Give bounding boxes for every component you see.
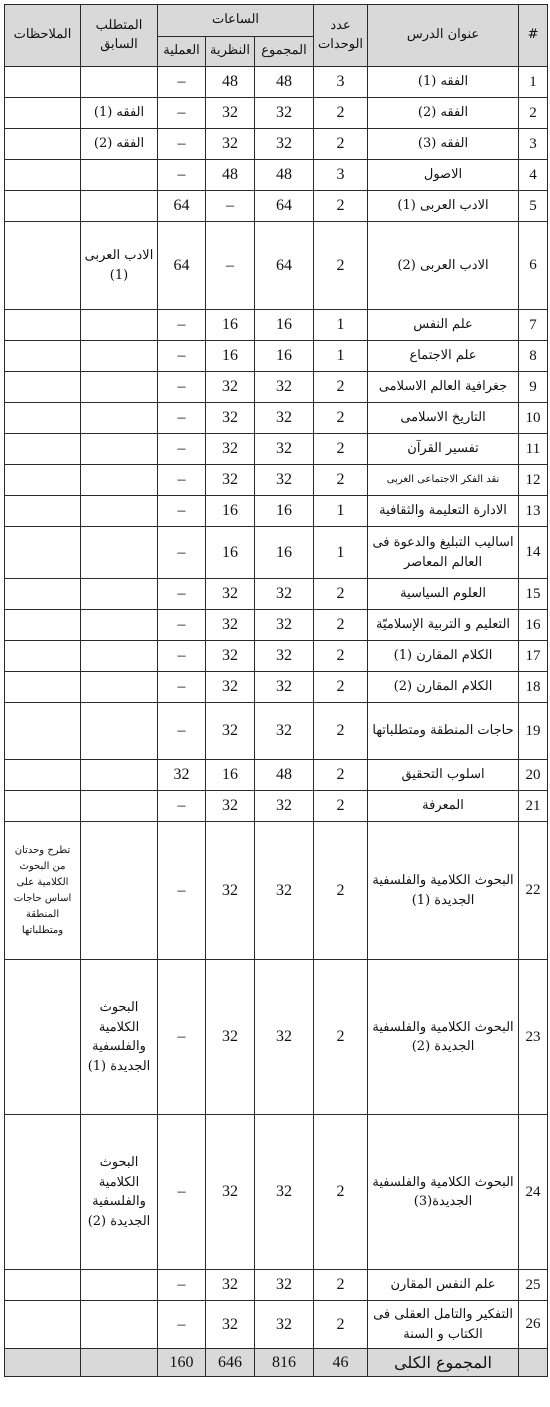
course-prerequisite: البحوث الكلامية والفلسفية الجديدة (2): [81, 1115, 158, 1270]
course-notes: [5, 496, 81, 527]
course-notes: [5, 160, 81, 191]
course-prerequisite: [81, 310, 158, 341]
course-title: جغرافية العالم الاسلامى: [368, 372, 519, 403]
table-row: [5, 129, 548, 160]
table-row: [5, 341, 548, 372]
course-total-hours: 32: [255, 791, 314, 822]
course-practical-hours: –: [158, 579, 206, 610]
course-index: 24: [519, 1115, 548, 1270]
course-units: 2: [314, 703, 368, 760]
course-units: 1: [314, 310, 368, 341]
course-prerequisite: الفقه (2): [81, 129, 158, 160]
course-practical-hours: –: [158, 465, 206, 496]
table-row: [5, 434, 548, 465]
course-units: 2: [314, 465, 368, 496]
course-theory-hours: 16: [206, 310, 255, 341]
course-total-hours: 48: [255, 760, 314, 791]
course-prerequisite: [81, 341, 158, 372]
course-units: 2: [314, 672, 368, 703]
course-theory-hours: 32: [206, 403, 255, 434]
course-title: الادب العربى (1): [368, 191, 519, 222]
course-index: 25: [519, 1270, 548, 1301]
table-row: [5, 191, 548, 222]
course-notes: [5, 341, 81, 372]
course-total-hours: 16: [255, 496, 314, 527]
course-index: 20: [519, 760, 548, 791]
course-notes: [5, 310, 81, 341]
course-theory-hours: 32: [206, 641, 255, 672]
table-row: [5, 791, 548, 822]
course-title: المعرفة: [368, 791, 519, 822]
course-practical-hours: –: [158, 1270, 206, 1301]
course-notes: [5, 610, 81, 641]
course-title: الفقه (1): [368, 67, 519, 98]
header-hours: الساعات: [158, 5, 314, 37]
course-total-hours: 32: [255, 372, 314, 403]
course-theory-hours: 32: [206, 1301, 255, 1349]
course-units: 2: [314, 222, 368, 310]
course-index: 15: [519, 579, 548, 610]
course-title: الفقه (3): [368, 129, 519, 160]
course-practical-hours: –: [158, 1115, 206, 1270]
course-title: الكلام المقارن (2): [368, 672, 519, 703]
course-theory-hours: 16: [206, 496, 255, 527]
course-theory-hours: 32: [206, 610, 255, 641]
course-theory-hours: 32: [206, 465, 255, 496]
course-index: 11: [519, 434, 548, 465]
course-theory-hours: 16: [206, 760, 255, 791]
course-notes: [5, 1270, 81, 1301]
course-practical-hours: –: [158, 641, 206, 672]
course-prerequisite: البحوث الكلامية والفلسفية الجديدة (1): [81, 960, 158, 1115]
course-notes: [5, 1115, 81, 1270]
header-course-title: عنوان الدرس: [368, 5, 519, 67]
course-units: 2: [314, 1115, 368, 1270]
course-theory-hours: 32: [206, 579, 255, 610]
course-total-hours: 32: [255, 960, 314, 1115]
course-prerequisite: [81, 67, 158, 98]
course-notes: [5, 579, 81, 610]
table-row: [5, 310, 548, 341]
totals-row: [5, 1349, 548, 1377]
course-total-hours: 16: [255, 341, 314, 372]
course-theory-hours: 16: [206, 341, 255, 372]
header-theory-hours: النظرية: [206, 37, 255, 67]
course-index: 10: [519, 403, 548, 434]
course-units: 2: [314, 579, 368, 610]
course-practical-hours: 32: [158, 760, 206, 791]
course-prerequisite: [81, 579, 158, 610]
course-title: الاصول: [368, 160, 519, 191]
course-practical-hours: 64: [158, 222, 206, 310]
course-notes: [5, 98, 81, 129]
course-notes: [5, 129, 81, 160]
course-units: 2: [314, 434, 368, 465]
course-practical-hours: –: [158, 822, 206, 960]
course-practical-hours: –: [158, 610, 206, 641]
course-title: البحوث الكلامية والفلسفية الجديدة(3): [368, 1115, 519, 1270]
course-prerequisite: [81, 760, 158, 791]
course-notes: تطرح وحدتان من البحوث الكلامية على اساس حاجات المنطقة ومتطلباتها: [5, 822, 81, 960]
table-row: [5, 579, 548, 610]
course-total-hours: 32: [255, 98, 314, 129]
course-total-hours: 32: [255, 822, 314, 960]
table-row: [5, 610, 548, 641]
totals-practical-hours: 160: [158, 1349, 206, 1377]
course-prerequisite: [81, 641, 158, 672]
course-index: 16: [519, 610, 548, 641]
course-practical-hours: –: [158, 129, 206, 160]
course-index: 9: [519, 372, 548, 403]
table-row: [5, 527, 548, 579]
course-title: الفقه (2): [368, 98, 519, 129]
course-prerequisite: [81, 160, 158, 191]
course-title: علم الاجتماع: [368, 341, 519, 372]
course-notes: [5, 465, 81, 496]
course-total-hours: 64: [255, 222, 314, 310]
course-theory-hours: 32: [206, 1115, 255, 1270]
totals-index: [519, 1349, 548, 1377]
course-title: التاريخ الاسلامى: [368, 403, 519, 434]
course-index: 18: [519, 672, 548, 703]
header-notes: الملاحظات: [5, 5, 81, 67]
course-notes: [5, 760, 81, 791]
course-notes: [5, 527, 81, 579]
totals-units: 46: [314, 1349, 368, 1377]
course-total-hours: 16: [255, 310, 314, 341]
course-theory-hours: 32: [206, 372, 255, 403]
course-prerequisite: [81, 191, 158, 222]
course-total-hours: 32: [255, 465, 314, 496]
totals-prerequisite: [81, 1349, 158, 1377]
course-theory-hours: 32: [206, 791, 255, 822]
course-prerequisite: [81, 610, 158, 641]
course-index: 5: [519, 191, 548, 222]
course-prerequisite: [81, 703, 158, 760]
course-theory-hours: 32: [206, 822, 255, 960]
course-notes: [5, 434, 81, 465]
course-practical-hours: –: [158, 372, 206, 403]
course-prerequisite: الفقه (1): [81, 98, 158, 129]
totals-notes: [5, 1349, 81, 1377]
table-row: [5, 496, 548, 527]
course-units: 2: [314, 610, 368, 641]
course-theory-hours: 32: [206, 960, 255, 1115]
course-total-hours: 32: [255, 434, 314, 465]
course-index: 17: [519, 641, 548, 672]
course-title: الادب العربى (2): [368, 222, 519, 310]
course-prerequisite: [81, 527, 158, 579]
course-theory-hours: 32: [206, 434, 255, 465]
header-units: عدد الوحدات: [314, 5, 368, 67]
header-prerequisite: المتطلب السابق: [81, 5, 158, 67]
course-total-hours: 32: [255, 610, 314, 641]
course-total-hours: 48: [255, 160, 314, 191]
course-title: الكلام المقارن (1): [368, 641, 519, 672]
course-title: علم النفس المقارن: [368, 1270, 519, 1301]
table-row: [5, 222, 548, 310]
course-units: 2: [314, 822, 368, 960]
table-row: [5, 1301, 548, 1349]
course-units: 1: [314, 341, 368, 372]
course-theory-hours: –: [206, 222, 255, 310]
course-practical-hours: –: [158, 791, 206, 822]
course-units: 2: [314, 791, 368, 822]
course-prerequisite: [81, 403, 158, 434]
course-units: 2: [314, 191, 368, 222]
course-prerequisite: [81, 1301, 158, 1349]
course-title: الادارة التعليمة والثقافية: [368, 496, 519, 527]
course-practical-hours: –: [158, 67, 206, 98]
table-row: [5, 960, 548, 1115]
course-theory-hours: 32: [206, 1270, 255, 1301]
header-total-hours: المجموع: [255, 37, 314, 67]
course-prerequisite: [81, 822, 158, 960]
course-index: 22: [519, 822, 548, 960]
course-index: 19: [519, 703, 548, 760]
course-practical-hours: –: [158, 1301, 206, 1349]
course-index: 12: [519, 465, 548, 496]
course-practical-hours: 64: [158, 191, 206, 222]
course-total-hours: 32: [255, 1270, 314, 1301]
course-theory-hours: 32: [206, 703, 255, 760]
header-practical-hours: العملية: [158, 37, 206, 67]
course-theory-hours: 32: [206, 98, 255, 129]
course-total-hours: 32: [255, 672, 314, 703]
course-total-hours: 32: [255, 703, 314, 760]
course-practical-hours: –: [158, 672, 206, 703]
course-units: 2: [314, 403, 368, 434]
course-units: 1: [314, 496, 368, 527]
table-row: [5, 372, 548, 403]
course-prerequisite: [81, 1270, 158, 1301]
course-title: اسلوب التحقيق: [368, 760, 519, 791]
course-theory-hours: 32: [206, 129, 255, 160]
table-row: [5, 822, 548, 960]
course-practical-hours: –: [158, 527, 206, 579]
header-index: #: [519, 5, 548, 67]
course-title: علم النفس: [368, 310, 519, 341]
course-practical-hours: –: [158, 403, 206, 434]
table-row: [5, 703, 548, 760]
course-title: تفسير القرآن: [368, 434, 519, 465]
course-total-hours: 64: [255, 191, 314, 222]
course-practical-hours: –: [158, 703, 206, 760]
course-units: 2: [314, 372, 368, 403]
course-index: 7: [519, 310, 548, 341]
course-total-hours: 32: [255, 579, 314, 610]
course-index: 8: [519, 341, 548, 372]
table-row: [5, 67, 548, 98]
course-total-hours: 48: [255, 67, 314, 98]
course-prerequisite: [81, 791, 158, 822]
table-row: [5, 1115, 548, 1270]
course-theory-hours: 16: [206, 527, 255, 579]
course-index: 1: [519, 67, 548, 98]
course-index: 6: [519, 222, 548, 310]
course-notes: [5, 403, 81, 434]
course-title: البحوث الكلامية والفلسفية الجديدة (2): [368, 960, 519, 1115]
course-notes: [5, 703, 81, 760]
course-prerequisite: [81, 372, 158, 403]
course-title: البحوث الكلامية والفلسفية الجديدة (1): [368, 822, 519, 960]
course-total-hours: 32: [255, 403, 314, 434]
table-row: [5, 760, 548, 791]
course-title: العلوم السياسية: [368, 579, 519, 610]
course-total-hours: 32: [255, 641, 314, 672]
course-units: 3: [314, 67, 368, 98]
course-index: 3: [519, 129, 548, 160]
totals-theory-hours: 646: [206, 1349, 255, 1377]
course-table: [4, 4, 548, 1377]
course-notes: [5, 222, 81, 310]
course-practical-hours: –: [158, 98, 206, 129]
course-title: نقد الفكر الاجتماعى الغربى: [368, 465, 519, 496]
course-total-hours: 32: [255, 129, 314, 160]
table-row: [5, 98, 548, 129]
course-prerequisite: [81, 434, 158, 465]
course-theory-hours: 48: [206, 67, 255, 98]
course-title: التفكير والتامل العقلى فى الكتاب و السنة: [368, 1301, 519, 1349]
course-notes: [5, 960, 81, 1115]
course-title: اساليب التبليغ والدعوة فى العالم المعاصر: [368, 527, 519, 579]
course-theory-hours: –: [206, 191, 255, 222]
course-index: 13: [519, 496, 548, 527]
course-units: 2: [314, 1301, 368, 1349]
table-row: [5, 160, 548, 191]
course-notes: [5, 672, 81, 703]
course-practical-hours: –: [158, 341, 206, 372]
totals-total-hours: 816: [255, 1349, 314, 1377]
course-index: 2: [519, 98, 548, 129]
course-prerequisite: [81, 496, 158, 527]
course-notes: [5, 191, 81, 222]
course-notes: [5, 372, 81, 403]
course-practical-hours: –: [158, 960, 206, 1115]
course-title: التعليم و التربية الإسلاميّة: [368, 610, 519, 641]
course-index: 23: [519, 960, 548, 1115]
course-total-hours: 32: [255, 1301, 314, 1349]
totals-label: المجموع الكلى: [368, 1349, 519, 1377]
course-index: 26: [519, 1301, 548, 1349]
course-theory-hours: 32: [206, 672, 255, 703]
course-practical-hours: –: [158, 496, 206, 527]
course-title: حاجات المنطقة ومتطلباتها: [368, 703, 519, 760]
course-index: 4: [519, 160, 548, 191]
course-units: 2: [314, 641, 368, 672]
course-units: 1: [314, 527, 368, 579]
course-notes: [5, 641, 81, 672]
course-units: 2: [314, 1270, 368, 1301]
table-row: [5, 1270, 548, 1301]
course-units: 2: [314, 129, 368, 160]
course-total-hours: 32: [255, 1115, 314, 1270]
course-practical-hours: –: [158, 434, 206, 465]
course-theory-hours: 48: [206, 160, 255, 191]
course-prerequisite: [81, 672, 158, 703]
course-practical-hours: –: [158, 160, 206, 191]
course-total-hours: 16: [255, 527, 314, 579]
course-units: 3: [314, 160, 368, 191]
table-row: [5, 465, 548, 496]
table-row: [5, 672, 548, 703]
course-notes: [5, 791, 81, 822]
course-prerequisite: [81, 465, 158, 496]
course-prerequisite: الادب العربى (1): [81, 222, 158, 310]
course-units: 2: [314, 960, 368, 1115]
course-practical-hours: –: [158, 310, 206, 341]
course-index: 14: [519, 527, 548, 579]
course-units: 2: [314, 98, 368, 129]
course-units: 2: [314, 760, 368, 791]
table-row: [5, 403, 548, 434]
course-index: 21: [519, 791, 548, 822]
course-notes: [5, 1301, 81, 1349]
course-notes: [5, 67, 81, 98]
table-row: [5, 641, 548, 672]
